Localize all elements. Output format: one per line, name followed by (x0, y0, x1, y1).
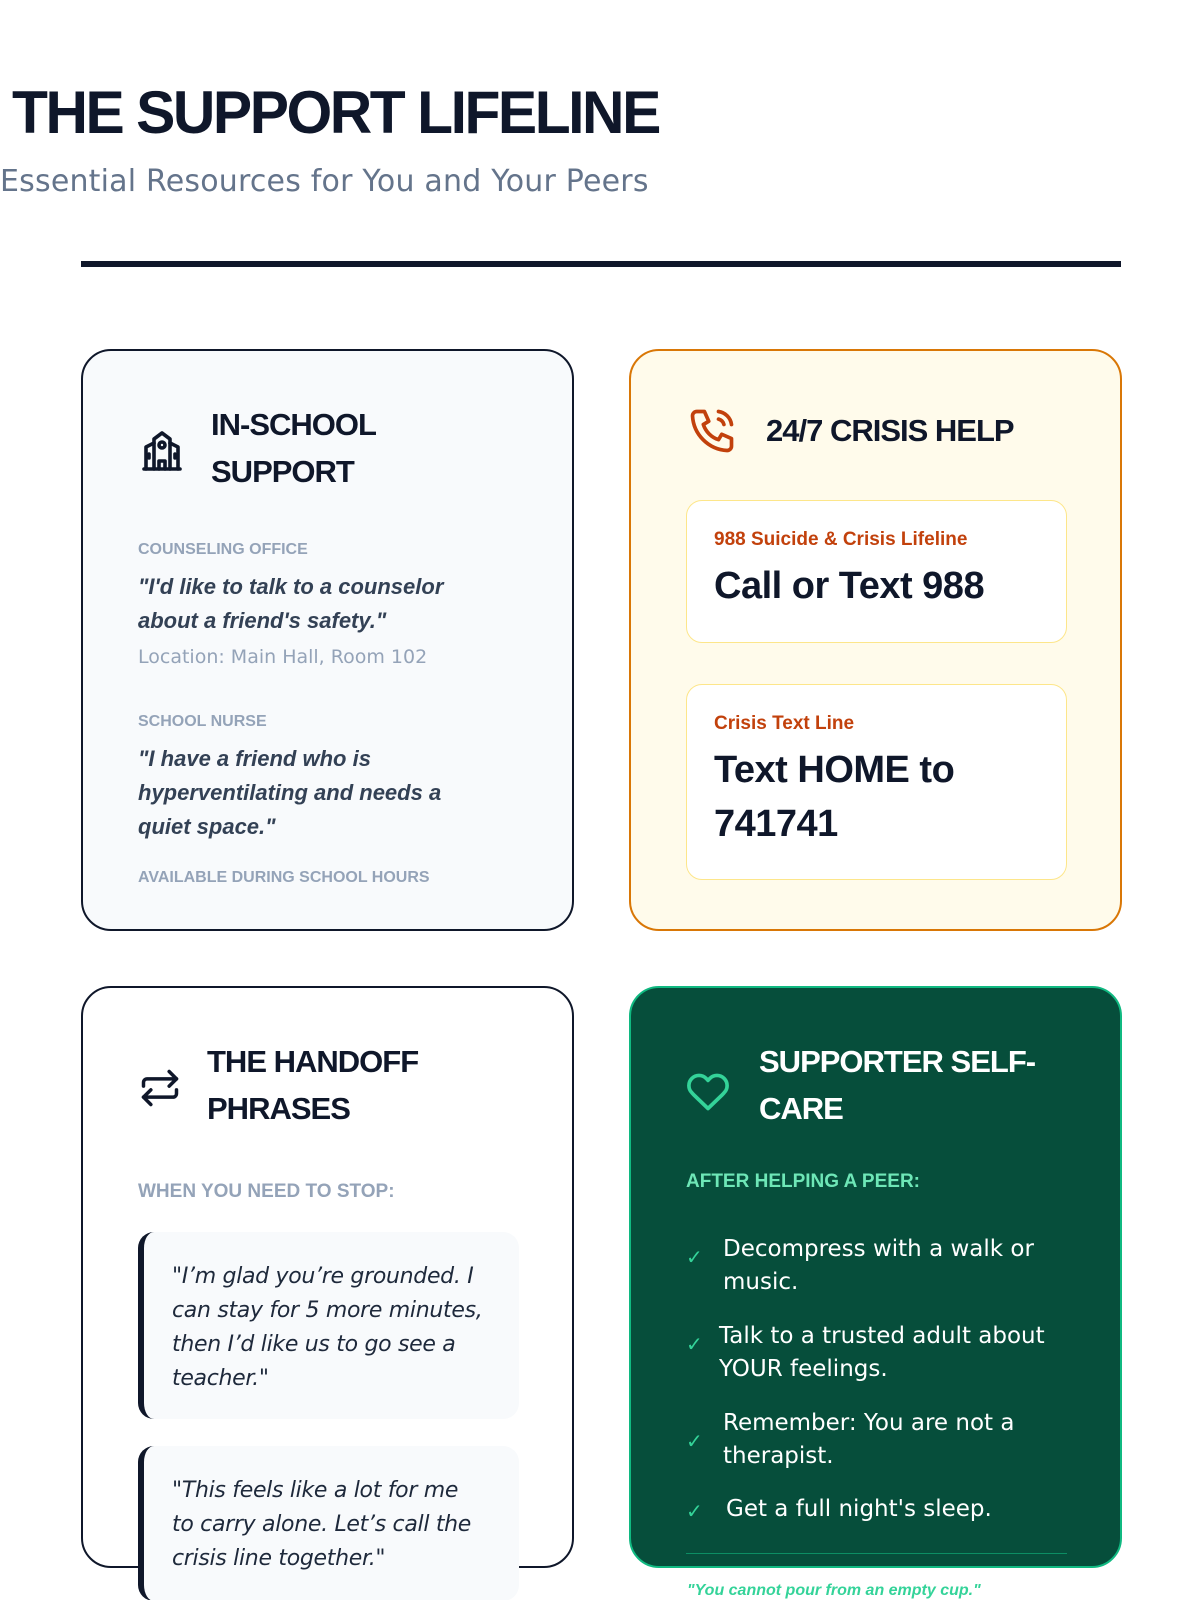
checklist-item: ✓ Get a full night's sleep. (686, 1493, 1086, 1529)
checklist-item: ✓ Remember: You are not a therapist. (686, 1410, 1015, 1469)
swap-arrows-icon (138, 1066, 182, 1110)
handoff-phrases-card (81, 986, 574, 1571)
checklist-item: ✓ Talk to a trusted adult about YOUR feelings. (686, 1323, 1045, 1382)
checklist-item: ✓ Decompress with a walk or music. (686, 1236, 1034, 1295)
school-nurse-label: SCHOOL NURSE (138, 713, 267, 730)
counseling-office-label: COUNSELING OFFICE (138, 541, 308, 558)
hotline-card (686, 500, 1067, 643)
check-icon: ✓ (686, 1332, 703, 1356)
counseling-phrase: "I'd like to talk to a counselor about a friend's safety." (138, 574, 444, 633)
phone-ringing-icon (686, 405, 738, 457)
hotline-name: Crisis Text Line (714, 713, 855, 734)
check-icon: ✓ (686, 1245, 703, 1269)
hotline-name: 988 Suicide & Crisis Lifeline (714, 529, 968, 550)
heart-icon (686, 1070, 730, 1114)
card-title: 24/7 CRISIS HELP (766, 413, 1014, 448)
card-title: THE HANDOFF PHRASES (207, 1044, 419, 1126)
card-title: IN-SCHOOL SUPPORT (211, 407, 376, 489)
hotline-card (686, 684, 1067, 880)
counseling-location: Location: Main Hall, Room 102 (138, 646, 428, 668)
hotline-action[interactable]: Call or Text 988 (714, 565, 985, 607)
card-title: SUPPORTER SELF- CARE (759, 1044, 1036, 1126)
self-care-divider (686, 1553, 1067, 1554)
crisis-help-card (629, 349, 1122, 931)
handoff-phrase: "I’m glad you’re grounded. I can stay for 5 more minutes, then I’d like us to go see a teacher." (138, 1232, 519, 1419)
check-icon: ✓ (686, 1499, 703, 1523)
self-care-quote: "You cannot pour from an empty cup." (687, 1582, 981, 1599)
handoff-label: WHEN YOU NEED TO STOP: (138, 1181, 395, 1202)
self-care-card (629, 986, 1122, 1568)
check-icon: ✓ (686, 1429, 703, 1453)
in-school-support-card (81, 349, 574, 931)
self-care-label: AFTER HELPING A PEER: (686, 1171, 920, 1192)
page-title: THE SUPPORT LIFELINE (12, 79, 659, 146)
page-subtitle: Essential Resources for You and Your Peers (0, 164, 649, 199)
nurse-phrase: "I have a friend who is hyperventilating and needs a quiet space." (138, 746, 442, 839)
school-building-icon (138, 427, 186, 475)
hotline-action[interactable]: Text HOME to 741741 (714, 749, 955, 845)
availability-note: AVAILABLE DURING SCHOOL HOURS (138, 869, 430, 886)
header-divider (81, 261, 1121, 267)
handoff-phrase: "This feels like a lot for me to carry alone. Let’s call the crisis line together." (138, 1446, 519, 1600)
